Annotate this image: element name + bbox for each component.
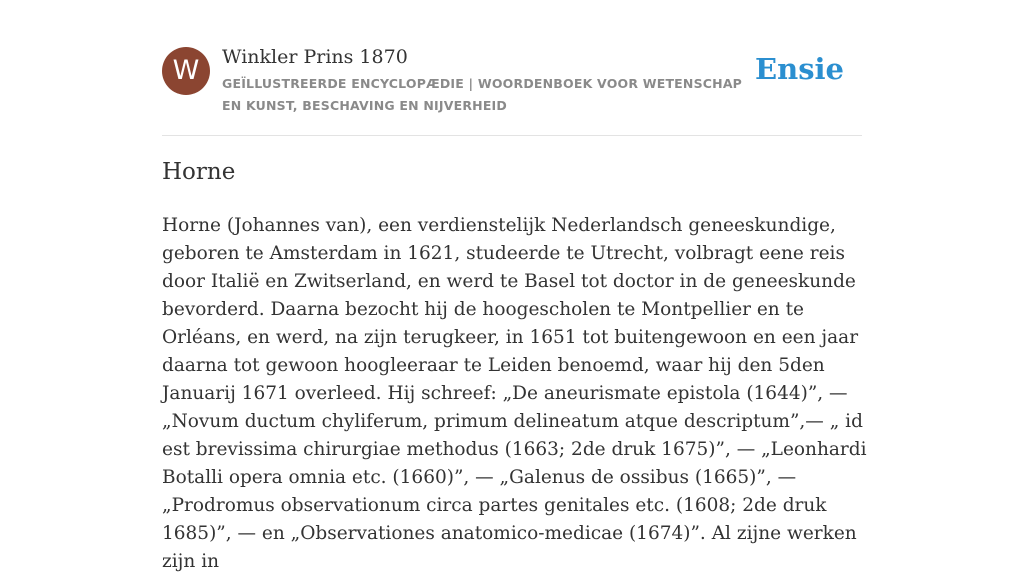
entry-body: Horne (Johannes van), een verdienstelijk Nederlandsch geneeskundige, geboren te Amsterdam in 1621, studeerde te Utrecht, volbragt eene reis door Italië en Zwitserland, en werd te Basel tot doctor in de geneeskunde bevorderd. Daarna bezocht hij de hoogescholen te Montpellier en te Orléans, en werd, na zijn terugkeer, in 1651 tot buitengewoon en een jaar daarna tot gewoon hoogleeraar te Leiden benoemd, waar hij den 5den Januarij 1671 overleed. Hij schreef: „De aneurismate epistola (1644)”, — „Novum ductum chyliferum, primum delineatum atque descriptum”,— „ id est brevissima chirurgiae methodus (1663; 2de druk 1675)”, — „Leonhardi Botalli opera omnia etc. (1660)”, — „Galenus de ossibus (1665)”, — „Prodromus observationum circa partes genitales etc. (1608; 2de druk 1685)”, — en „Observationes anatomico-medicae (1674)”. Al zijne werken zijn in [162,215,867,572]
entry-title: Horne [162,159,236,185]
source-title[interactable]: Winkler Prins 1870 [222,46,408,68]
site-logo[interactable]: Ensie [755,52,844,86]
source-avatar[interactable]: W [162,47,210,95]
header-divider [162,135,862,136]
entry-header [162,46,862,118]
source-subtitle: GEÏLLUSTREERDE ENCYCLOPÆDIE | WOORDENBOEK VOOR WETENSCHAP EN KUNST, BESCHAVING EN NIJVERHEID [222,76,743,113]
